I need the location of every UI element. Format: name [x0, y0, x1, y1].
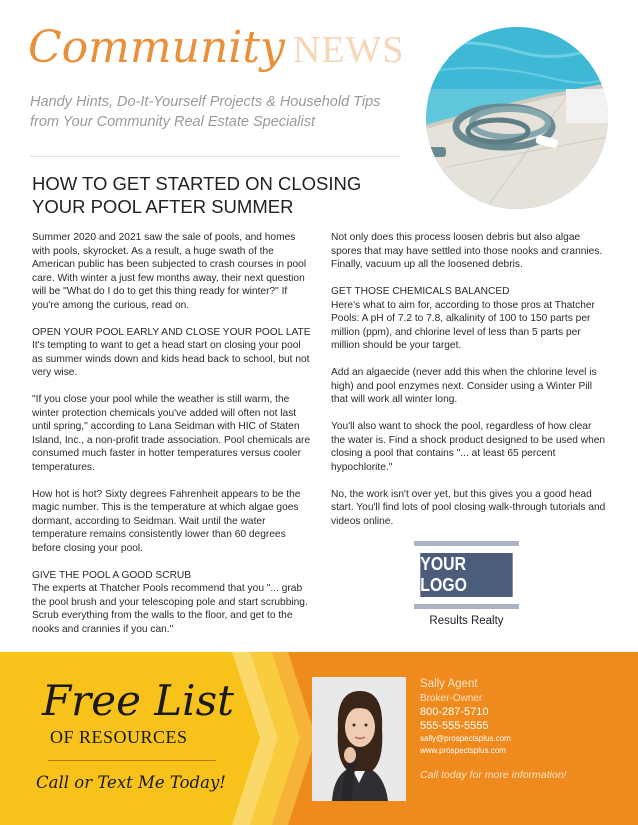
headline-line2: YOUR POOL AFTER SUMMER	[32, 196, 294, 217]
paragraph: "If you close your pool while the weather is still warm, the winter protection chemicals you've added will often not last until spring," according to Lana Seidman with HIC of Staten Island, Inc., a non-profit trade association. Pool chemicals are consumed much faster in hotter temperatures versus cooler temperatures.	[32, 394, 311, 473]
agent-contact-info	[420, 676, 566, 781]
paragraph: How hot is hot? Sixty degrees Fahrenheit appears to be the magic number. This is the temperature at which algae goes dormant, according to Seidman. Wait until the water temperature remains consistently lower than 60 degrees before closing your pool.	[32, 488, 301, 554]
company-logo	[414, 541, 519, 609]
logo-stripe-bottom	[414, 604, 519, 609]
subtitle	[30, 92, 410, 132]
agent-website[interactable]: www.prospectsplus.com	[420, 746, 506, 755]
paragraph: The experts at Thatcher Pools recommend that you "... grab the pool brush and your telescoping pole and start scrubbing. Scrub everything from the walls to the floor, and get to the nooks and crannies if you can."	[32, 583, 308, 635]
paragraph: Add an algaecide (never add this when the chlorine level is high) and pool enzymes next. Consider using a Winter Pill that will work all winter long.	[331, 367, 597, 405]
paragraph: Not only does this process loosen debris but also algae spores that may have settled into those nooks and crannies. Finally, vacuum up all the loosened debris.	[331, 232, 603, 270]
article-headline	[32, 172, 372, 218]
section-heading: GIVE THE POOL A GOOD SCRUB	[32, 569, 192, 581]
free-list-subtitle: OF RESOURCES	[50, 727, 188, 747]
article-left-column	[32, 231, 314, 650]
agent-name: Sally Agent	[420, 678, 478, 690]
masthead	[28, 22, 405, 73]
agent-phone-2[interactable]: 555-555-5555	[420, 720, 489, 732]
paragraph: It's tempting to want to get a head start on closing your pool as summer winds down and kids head back to school, but not very wise.	[32, 340, 310, 378]
paragraph: Summer 2020 and 2021 saw the sale of pools, and homes with pools, skyrocket. As a result, a huge swath of the American public has been subjected to crash courses in pool care. With winter a just few months away, their next question will be "What do I do to get this thing ready for winter?" If you're among the curious, read on.	[32, 232, 307, 311]
agent-cta: Call today for more information!	[420, 769, 567, 781]
footer-divider	[48, 760, 216, 761]
agent-phone-1[interactable]: 800-287-5710	[420, 706, 489, 718]
headline-line1: HOW TO GET STARTED ON CLOSING	[32, 173, 362, 194]
agent-title: Broker-Owner	[420, 693, 483, 704]
subtitle-line2: from Your Community Real Estate Specialist	[30, 114, 316, 130]
masthead-news: NEWS	[292, 29, 405, 71]
logo-stripe-top	[414, 541, 519, 546]
paragraph: Here's what to aim for, according to those pros at Thatcher Pools: A pH of 7.2 to 7.8, alkalinity of 100 to 150 parts per million (ppm), and chlorine level of less than 5 parts per million should be your target.	[331, 299, 595, 351]
company-name: Results Realty	[429, 615, 504, 627]
subtitle-line1: Handy Hints, Do-It-Yourself Projects & Household Tips	[30, 94, 381, 110]
paragraph: You'll also want to shock the pool, regardless of how clear the water is. Find a shock product designed to be used when closing a pool that contains "... at least 65 percent hypochlorite."	[331, 421, 606, 473]
header-divider	[30, 156, 400, 157]
call-to-action: Call or Text Me Today!	[36, 773, 226, 792]
masthead-community: Community	[28, 22, 285, 73]
section-heading: GET THOSE CHEMICALS BALANCED	[331, 286, 510, 297]
agent-email[interactable]: sally@prospectsplus.com	[420, 734, 511, 743]
pool-hose-photo	[426, 27, 608, 209]
article-right-column	[331, 231, 606, 542]
section-heading: OPEN YOUR POOL EARLY AND CLOSE YOUR POOL LATE	[32, 326, 311, 338]
logo-text: YOUR LOGO	[420, 553, 512, 597]
free-list-title: Free List	[42, 676, 235, 725]
paragraph: No, the work isn't over yet, but this gives you a good head start. You'll find lots of pool closing walk-through tutorials and videos online.	[331, 488, 606, 527]
agent-photo	[312, 677, 406, 801]
footer-band	[0, 652, 638, 825]
